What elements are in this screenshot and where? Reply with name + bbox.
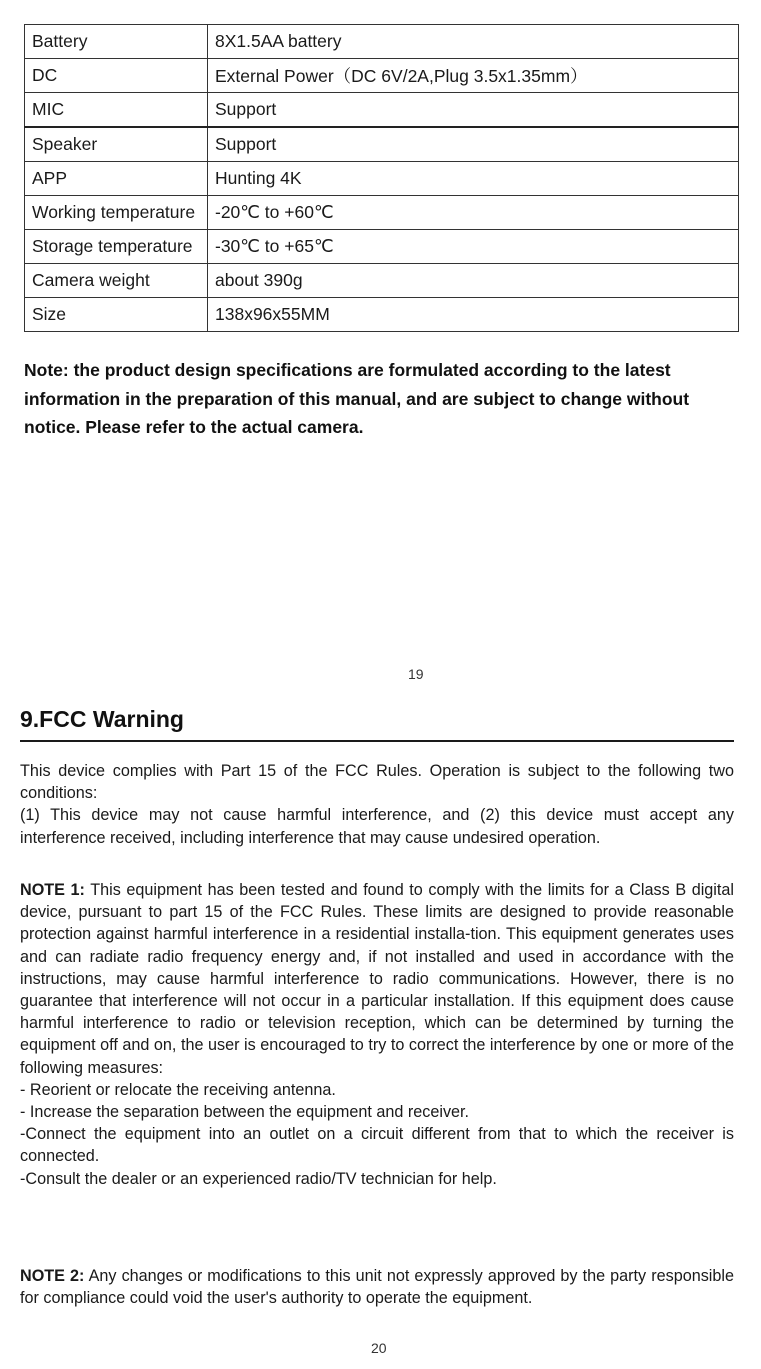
spec-value: Support — [208, 93, 739, 128]
fcc-note-1 — [20, 879, 734, 1190]
spec-row-camera-weight — [25, 264, 739, 298]
heading-divider — [20, 740, 734, 742]
note-1-text: This equipment has been tested and found to comply with the limits for a Class B digital device, pursuant to part 15 of the FCC Rules. These limits are designed to provide reasonable protection against harmful interference in a residential installa-tion. This equipment generates uses and can radiate radio frequency energy and, if not installed and used in accordance with the instructions, may cause harmful interference to radio communications. However, there is no guarantee that interference will not occur in a particular installation. If this equipment does cause harmful interference to radio or television reception, which can be determined by turning the equipment off and on, the user is encouraged to try to correct the interference by one or more of the following measures: — [20, 881, 734, 1077]
spec-label: Speaker — [25, 127, 208, 162]
fcc-warning-heading: 9.FCC Warning — [20, 706, 184, 732]
spec-value: External Power（DC 6V/2A,Plug 3.5x1.35mm） — [208, 59, 739, 93]
spec-label: APP — [25, 162, 208, 196]
measure-item: -Connect the equipment into an outlet on a circuit different from that to which the receiver is connected. — [20, 1125, 734, 1166]
spec-label: Camera weight — [25, 264, 208, 298]
spec-label: Storage temperature — [25, 230, 208, 264]
spec-value: 8X1.5AA battery — [208, 25, 739, 59]
spec-value: -20℃ to +60℃ — [208, 196, 739, 230]
spec-value: about 390g — [208, 264, 739, 298]
note-2-paragraph — [20, 1265, 734, 1309]
note-1-paragraph — [20, 879, 734, 1079]
spec-label: Battery — [25, 25, 208, 59]
spec-row-mic — [25, 93, 739, 128]
spec-row-storage-temperature — [25, 230, 739, 264]
spec-value: Support — [208, 127, 739, 162]
spec-label: Size — [25, 298, 208, 332]
spec-row-battery — [25, 25, 739, 59]
spec-label: MIC — [25, 93, 208, 128]
spec-row-app — [25, 162, 739, 196]
spec-value: 138x96x55MM — [208, 298, 739, 332]
measure-item: - Reorient or relocate the receiving antenna. — [20, 1080, 336, 1099]
fcc-intro-paragraph: This device complies with Part 15 of the FCC Rules. Operation is subject to the following two conditions: — [20, 762, 734, 803]
spec-row-dc — [25, 59, 739, 93]
note-1-label: NOTE 1: — [20, 881, 85, 899]
spec-row-speaker — [25, 127, 739, 162]
spec-label: DC — [25, 59, 208, 93]
spec-value: Hunting 4K — [208, 162, 739, 196]
page-number-19: 19 — [408, 666, 424, 682]
fcc-intro — [20, 760, 734, 849]
spec-row-size — [25, 298, 739, 332]
note-2-text: Any changes or modifications to this unit not expressly approved by the party responsible for compliance could void the user's authority to operate the equipment. — [20, 1267, 734, 1308]
spec-value: -30℃ to +65℃ — [208, 230, 739, 264]
spec-row-working-temperature — [25, 196, 739, 230]
spec-table — [24, 24, 739, 332]
note-2-label: NOTE 2: — [20, 1267, 85, 1285]
fcc-conditions-paragraph: (1) This device may not cause harmful interference, and (2) this device must accept any interference received, including interference that may cause undesired operation. — [20, 806, 734, 847]
spec-change-note: Note: the product design specifications are formulated according to the latest information in the preparation of this manual, and are subject to change without notice. Please refer to the actual camera. — [24, 360, 690, 437]
page-number-20: 20 — [371, 1340, 387, 1356]
measure-item: - Increase the separation between the equipment and receiver. — [20, 1103, 470, 1122]
fcc-note-2 — [20, 1265, 734, 1309]
measure-item: -Consult the dealer or an experienced radio/TV technician for help. — [20, 1169, 497, 1188]
spec-label: Working temperature — [25, 196, 208, 230]
